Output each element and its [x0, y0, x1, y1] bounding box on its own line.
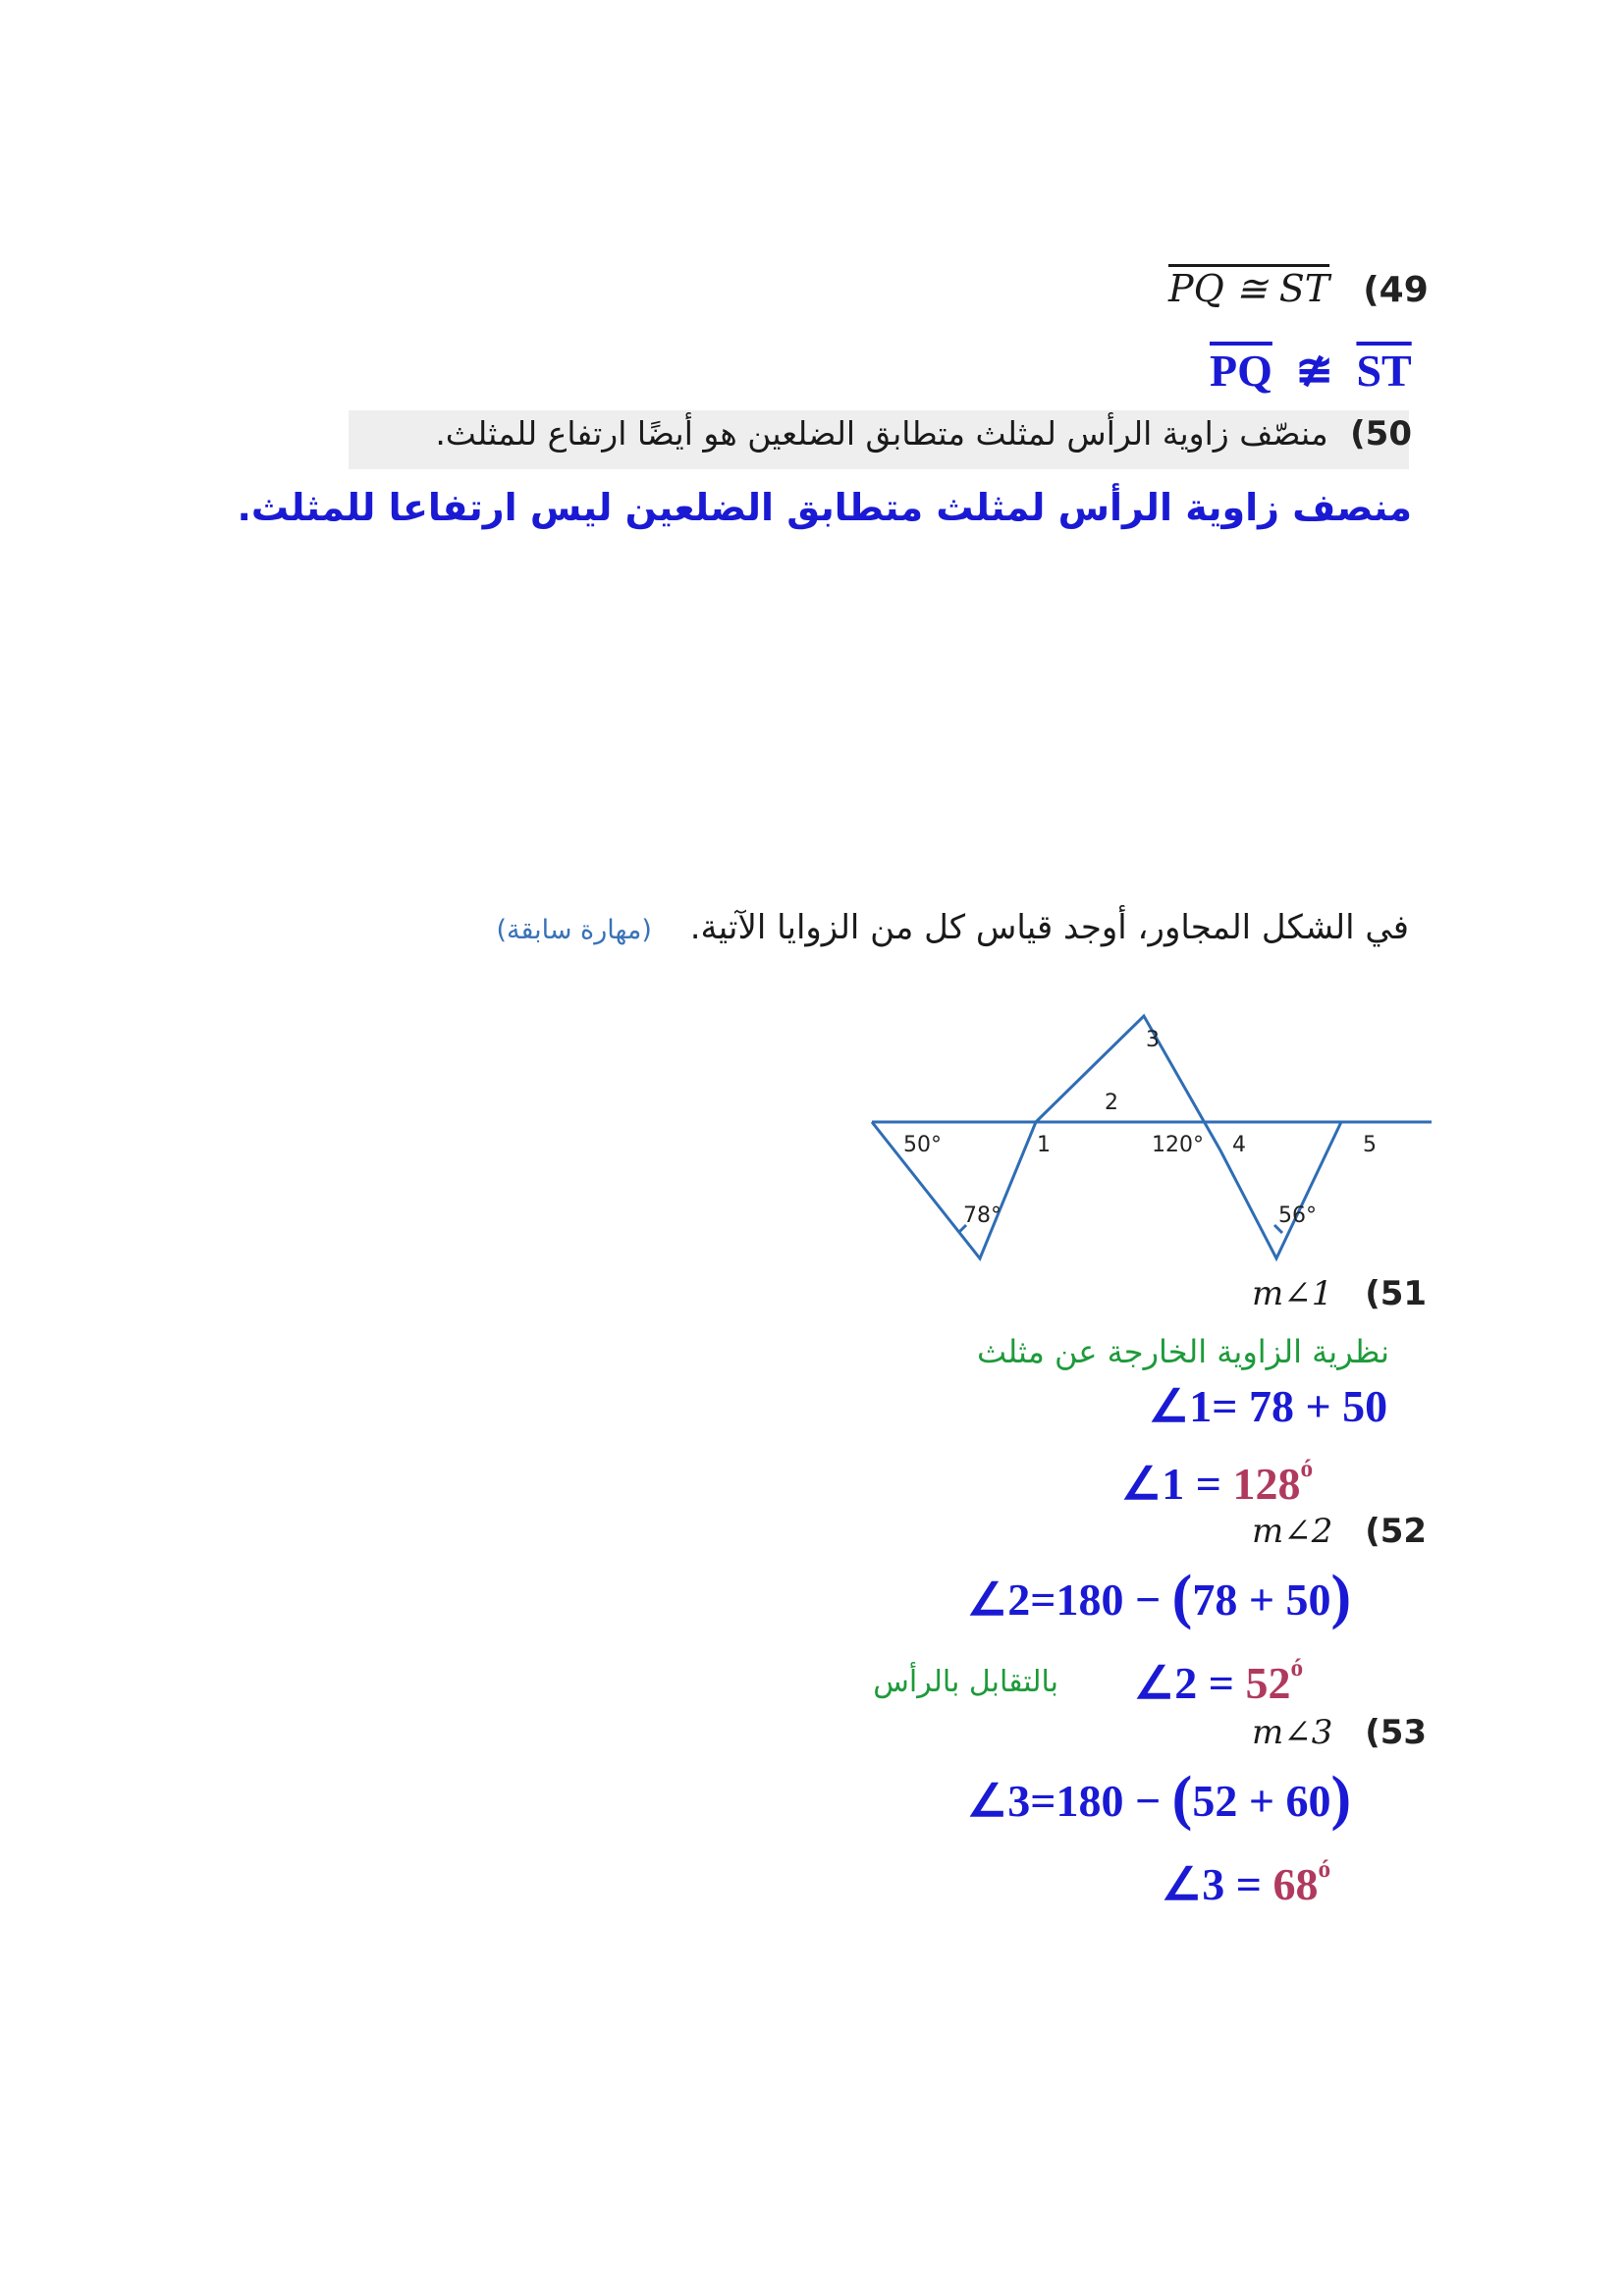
q49-statement: PQ ≅ ST [1168, 267, 1330, 310]
section-instruction-row [496, 908, 1409, 947]
q51-final [1121, 1455, 1313, 1510]
q50-statement: منصّف زاوية الرأس لمثلث متطابق الضلعين هو أيضًا ارتفاع للمثلث. [435, 414, 1328, 453]
q53-step-inner: 52 + 60 [1192, 1776, 1331, 1826]
q49-number: (49 [1363, 270, 1429, 310]
q52-open-paren: ( [1171, 1564, 1193, 1630]
label-angle-5: 5 [1363, 1133, 1377, 1157]
q49-statement-row [1168, 267, 1429, 310]
q52-prompt: m∠2 [1252, 1512, 1333, 1551]
q51-final-left: ∠1 = [1121, 1458, 1233, 1509]
q52-final [1134, 1654, 1303, 1709]
q49-answer-symbol: ≇ [1295, 346, 1333, 396]
q51-prompt-row [1252, 1274, 1427, 1313]
q52-number: (52 [1365, 1512, 1428, 1551]
label-angle-2: 2 [1105, 1091, 1118, 1115]
q52-final-value: 52 [1245, 1657, 1291, 1708]
q53-final [1162, 1855, 1330, 1910]
q49-answer [1210, 344, 1412, 397]
q51-degree-mark: ó [1300, 1455, 1314, 1482]
q51-number: (51 [1365, 1274, 1428, 1313]
q53-prompt-row [1252, 1713, 1427, 1752]
section-instruction: في الشكل المجاور، أوجد قياس كل من الزوايا الآتية. [689, 908, 1409, 947]
lower-left-triangle [872, 1122, 1036, 1258]
q52-step-left: ∠2=180 − [967, 1575, 1172, 1625]
q52-prompt-row [1252, 1512, 1427, 1551]
q51-final-value: 128 [1232, 1458, 1301, 1509]
q51-reason: نظرية الزاوية الخارجة عن مثلث [977, 1333, 1389, 1370]
label-56: 56° [1278, 1203, 1317, 1228]
q52-reason: بالتقابل بالرأس [873, 1665, 1058, 1699]
q53-close-paren: ) [1330, 1765, 1352, 1832]
q51-prompt: m∠1 [1252, 1274, 1333, 1313]
section-tag: (مهارة سابقة) [496, 915, 652, 945]
q49-answer-left: $\overline{PQ}$ [1210, 346, 1272, 396]
q53-number: (53 [1365, 1713, 1428, 1752]
q51-step1: ∠1= 78 + 50 [1149, 1381, 1388, 1431]
q49-answer-right: $\overline{ST}$ [1356, 346, 1412, 396]
q52-step-inner: 78 + 50 [1192, 1575, 1331, 1625]
q52-degree-mark: ó [1290, 1654, 1304, 1682]
label-angle-1: 1 [1037, 1133, 1051, 1157]
q50-answer: منصف زاوية الرأس لمثلث متطابق الضلعين ليس ارتفاعا للمثلث. [237, 486, 1412, 529]
q53-open-paren: ( [1171, 1765, 1193, 1832]
label-120: 120° [1152, 1133, 1204, 1157]
q52-final-left: ∠2 = [1134, 1657, 1246, 1708]
q53-step [967, 1762, 1351, 1832]
q50-statement-row [435, 414, 1412, 454]
q53-degree-mark: ó [1318, 1855, 1331, 1883]
label-angle-3: 3 [1146, 1028, 1160, 1052]
label-50: 50° [903, 1133, 942, 1157]
q52-step [967, 1561, 1351, 1630]
q52-close-paren: ) [1330, 1564, 1352, 1630]
label-angle-4: 4 [1232, 1133, 1246, 1157]
angles-figure [864, 1011, 1434, 1266]
label-78: 78° [963, 1203, 1001, 1228]
q50-number: 50) [1350, 414, 1412, 454]
q53-final-value: 68 [1272, 1858, 1319, 1909]
q53-final-left: ∠3 = [1162, 1858, 1273, 1909]
q53-prompt: m∠3 [1252, 1713, 1333, 1752]
q53-step-left: ∠3=180 − [967, 1776, 1172, 1826]
